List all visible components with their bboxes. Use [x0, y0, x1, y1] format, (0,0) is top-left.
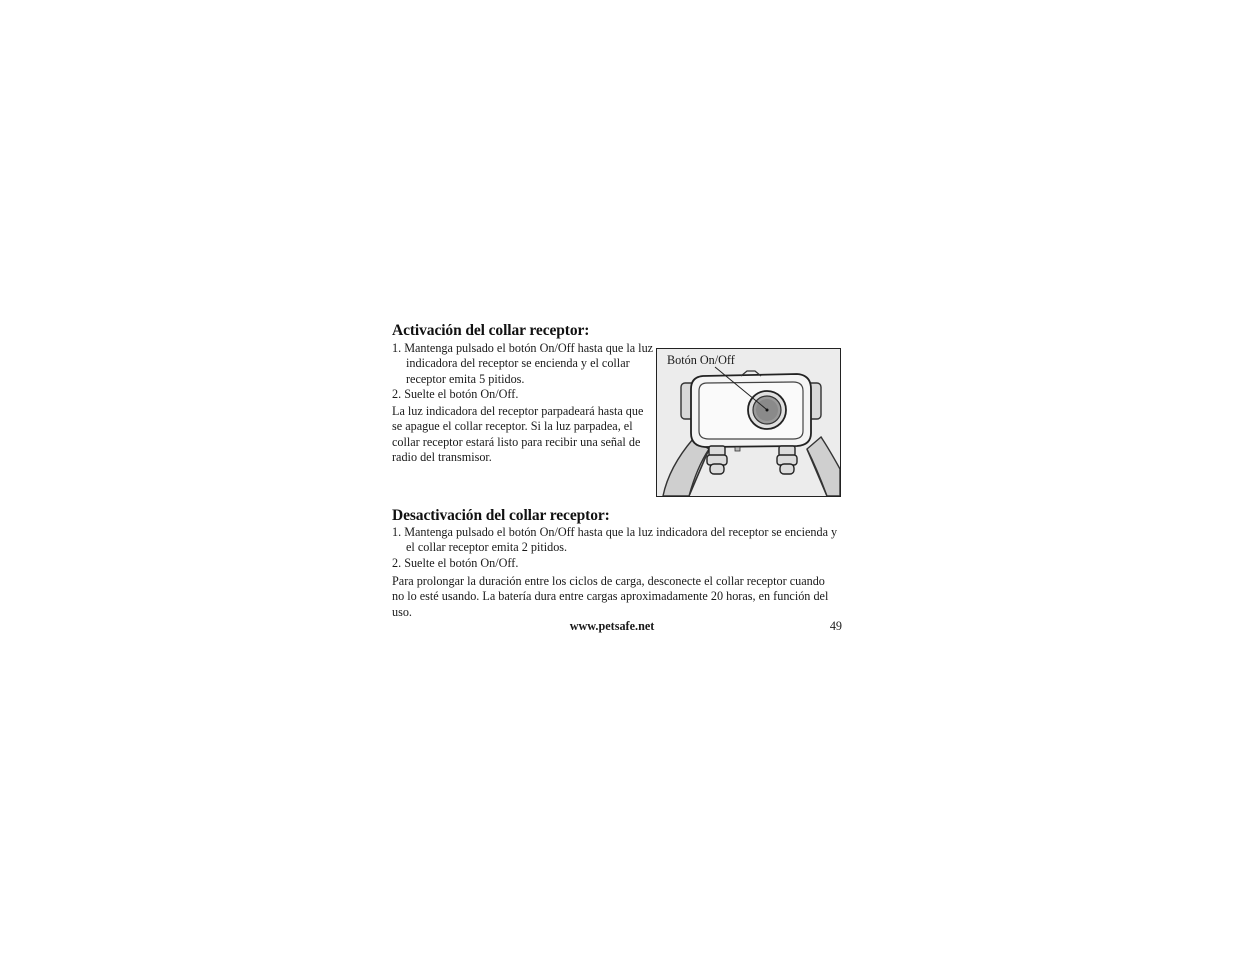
collar-drawing: [657, 349, 840, 496]
activation-paragraph: La luz indicadora del receptor parpadeará hasta que se apague el collar receptor. Si la luz parpadea, el collar receptor estará listo para recibir una señal de radio del transmisor.: [392, 404, 644, 465]
section-title-activation: Activación del collar receptor:: [392, 322, 590, 339]
deactivation-steps: [392, 525, 844, 571]
deactivation-step-2: 2. Suelte el botón On/Off.: [392, 555, 519, 570]
receiver-collar-illustration: [656, 348, 841, 497]
deactivation-paragraph: Para prolongar la duración entre los ciclos de carga, desconecte el collar receptor cuando no lo esté usando. La batería dura entre cargas aproximadamente 20 horas, en función del uso.: [392, 574, 829, 619]
section-title-deactivation: Desactivación del collar receptor:: [392, 507, 610, 524]
manual-page: [392, 320, 844, 640]
activation-step-1: 1. Mantenga pulsado el botón On/Off hasta que la luz indicadora del receptor se encienda y el collar receptor emita 5 pitidos.: [392, 341, 654, 386]
on-off-button-label: Botón On/Off: [667, 353, 735, 367]
activation-steps: [392, 341, 654, 403]
activation-step-2: 2. Suelte el botón On/Off.: [392, 387, 519, 402]
deactivation-step-1: 1. Mantenga pulsado el botón On/Off hasta que la luz indicadora del receptor se encienda y el collar receptor emita 2 pitidos.: [392, 525, 838, 555]
footer-website: www.petsafe.net: [569, 619, 655, 633]
page-number: 49: [829, 619, 842, 633]
